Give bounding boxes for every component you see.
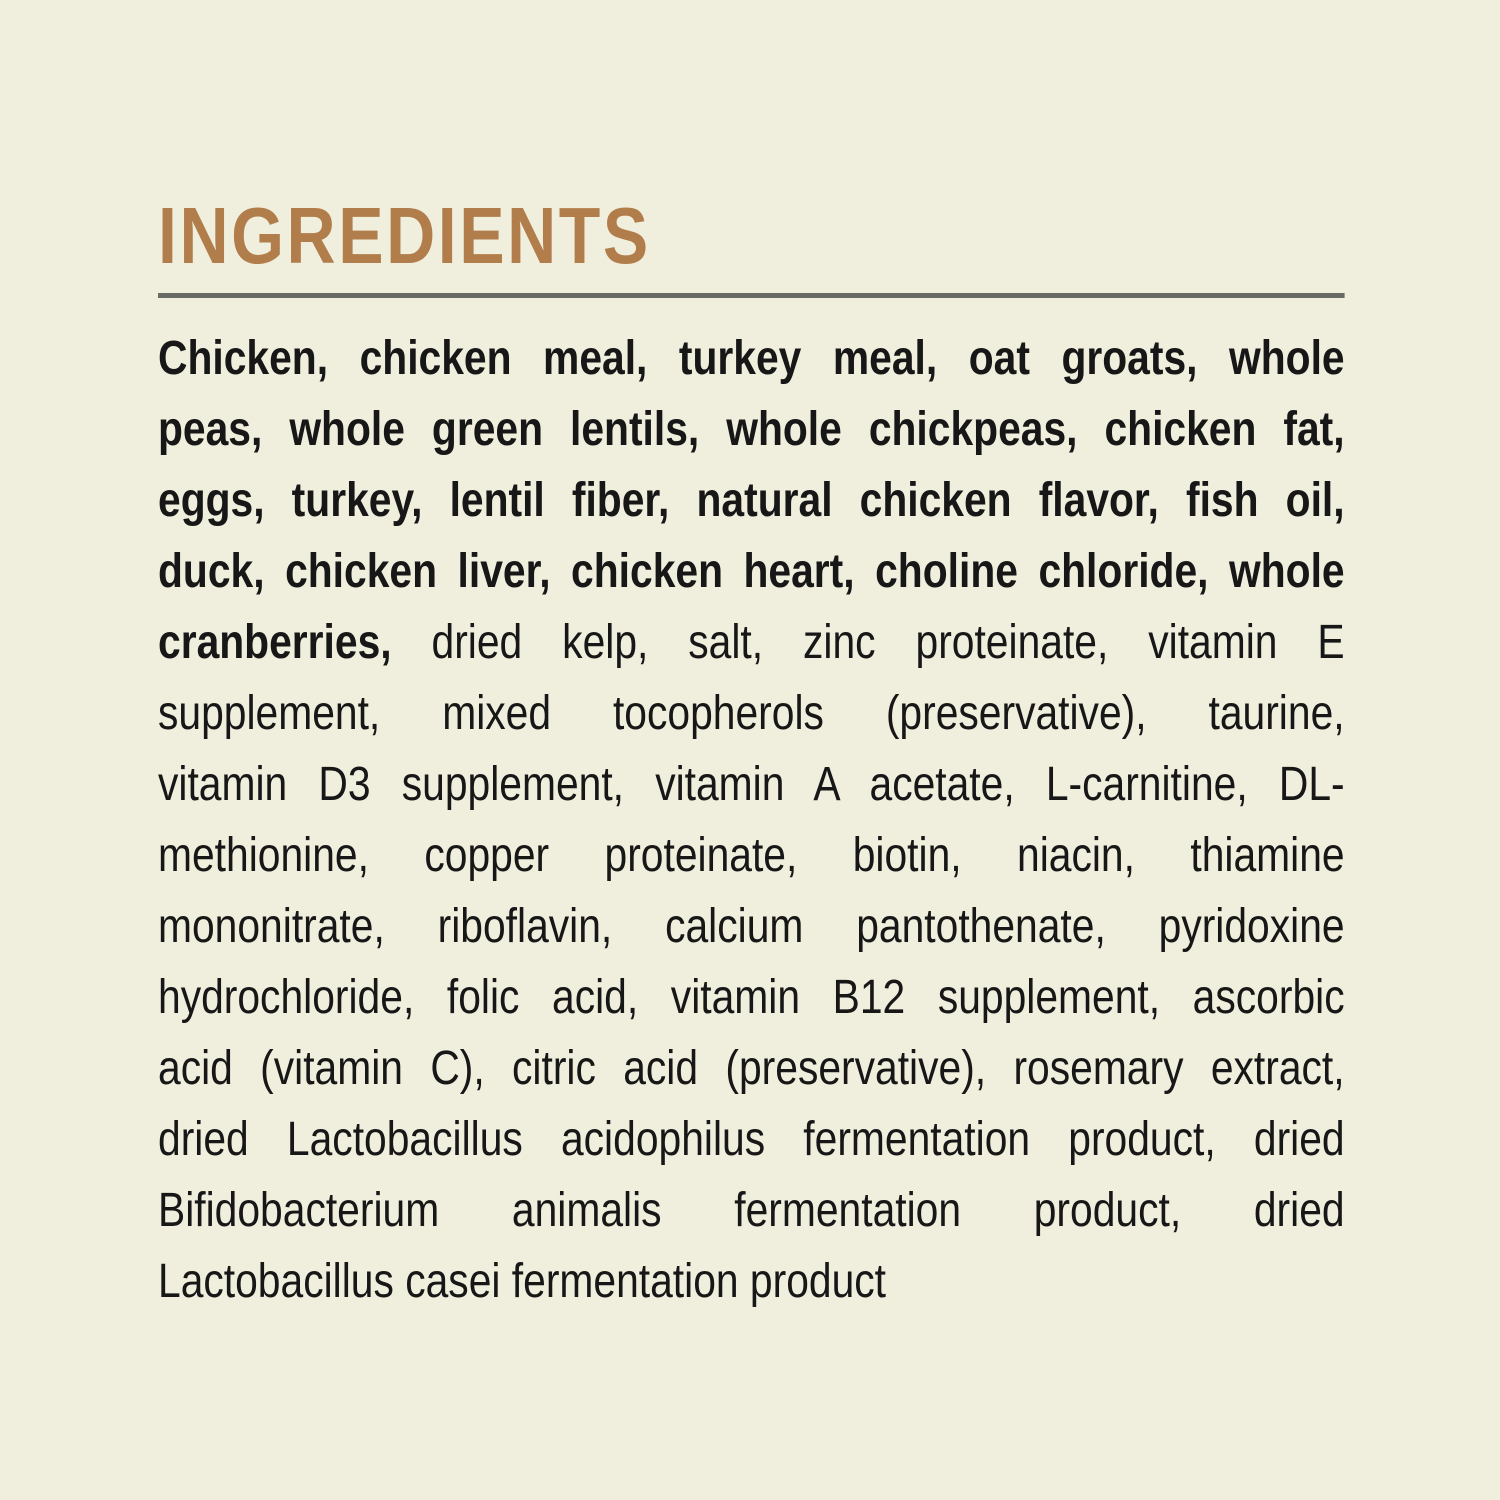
ingredients-line-regular-text: mononitrate, riboflavin, calcium pantothenate, pyridoxine xyxy=(158,900,1345,953)
ingredients-line-regular-text: supplement, mixed tocopherols (preservative), taurine, xyxy=(158,687,1345,740)
ingredients-line-regular-text: vitamin D3 supplement, vitamin A acetate, L-carnitine, DL- xyxy=(158,758,1345,811)
ingredients-line xyxy=(158,820,1345,891)
ingredients-line-regular-text: Lactobacillus casei fermentation product xyxy=(158,1255,887,1308)
ingredients-line xyxy=(158,749,1345,820)
ingredients-line-bold-text: duck, chicken liver, chicken heart, choline chloride, whole xyxy=(158,545,1345,598)
ingredients-line xyxy=(158,394,1345,465)
ingredients-line xyxy=(158,1104,1345,1175)
ingredients-line-bold-text: cranberries, xyxy=(158,616,392,669)
ingredients-heading: INGREDIENTS xyxy=(158,191,651,280)
ingredients-line-bold-text: eggs, turkey, lentil fiber, natural chicken flavor, fish oil, xyxy=(158,474,1345,527)
ingredients-line xyxy=(158,962,1345,1033)
ingredients-line xyxy=(158,678,1345,749)
ingredients-line-regular-text: acid (vitamin C), citric acid (preservative), rosemary extract, xyxy=(158,1042,1345,1095)
ingredients-line xyxy=(158,1246,1345,1317)
ingredients-text xyxy=(158,323,1345,1317)
ingredients-line xyxy=(158,465,1345,536)
ingredients-line xyxy=(158,607,1345,678)
ingredients-line-regular-text: methionine, copper proteinate, biotin, niacin, thiamine xyxy=(158,829,1345,882)
ingredients-line-regular-text: dried kelp, salt, zinc proteinate, vitamin E xyxy=(391,616,1345,669)
ingredients-line-regular-text: hydrochloride, folic acid, vitamin B12 supplement, ascorbic xyxy=(158,971,1345,1024)
ingredients-line-bold-text: peas, whole green lentils, whole chickpeas, chicken fat, xyxy=(158,403,1345,456)
ingredients-line-bold-text: Chicken, chicken meal, turkey meal, oat groats, whole xyxy=(158,332,1345,385)
ingredients-line-regular-text: Bifidobacterium animalis fermentation product, dried xyxy=(158,1184,1345,1237)
ingredients-line-regular-text: dried Lactobacillus acidophilus fermentation product, dried xyxy=(158,1113,1345,1166)
ingredients-line xyxy=(158,323,1345,394)
ingredients-line xyxy=(158,891,1345,962)
ingredients-line xyxy=(158,536,1345,607)
heading-divider xyxy=(158,293,1345,298)
ingredients-line xyxy=(158,1033,1345,1104)
ingredients-panel xyxy=(158,191,1345,1317)
ingredients-line xyxy=(158,1175,1345,1246)
